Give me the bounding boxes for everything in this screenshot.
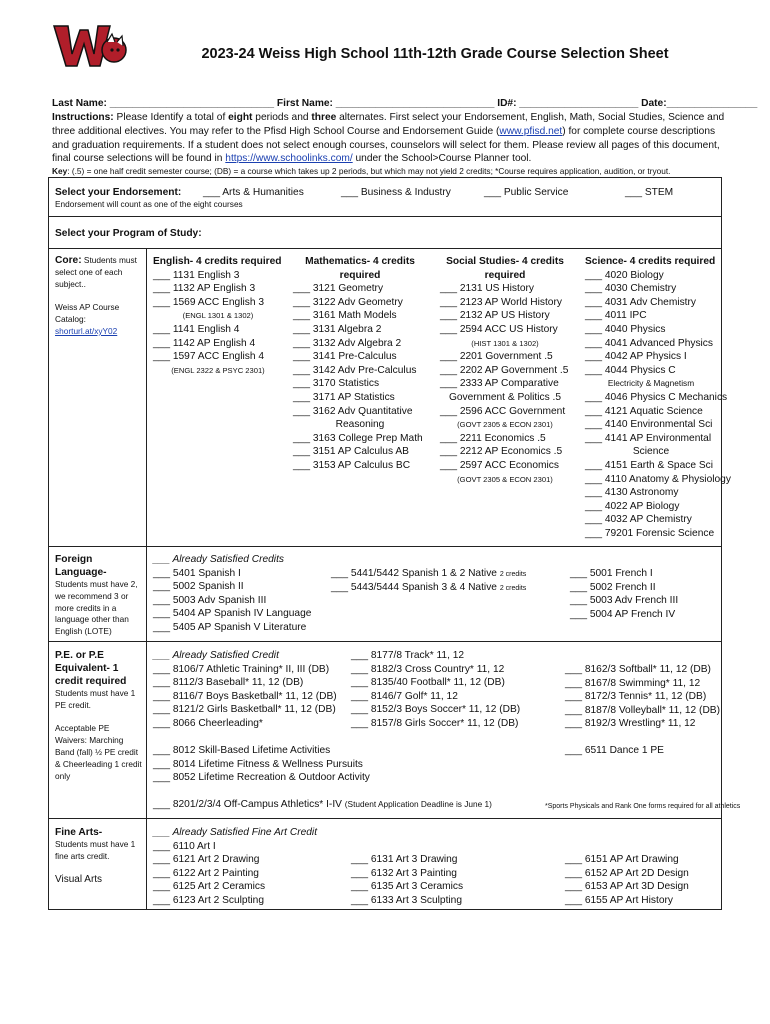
list-item[interactable]: ___ Already Satisfied Credit (153, 650, 279, 661)
math-column: Mathematics- 4 credits required ___ 3121 Geometry ___ 3122 Adv Geometry ___ 3161 Math Models ___ 3131 Algebra 2 ___ 3132 Adv Algebra 2 ___ 3141 Pre-Calculus ___ 3142 Adv Pre-Calculus ___ 3170 Statistics ___ 3171 AP Statistics ___ 3162 Adv Quantitative Reasoning ___ 3163 College Prep Math ___ 3151 AP Calculus AB ___ 3153 AP Calculus BC (293, 255, 427, 473)
list-item[interactable]: ___ 6133 Art 3 Sculpting (351, 894, 463, 906)
list-item[interactable]: ___ 2597 ACC Economics (440, 459, 559, 471)
list-item[interactable]: ___ 4030 Chemistry (585, 283, 677, 295)
list-item[interactable]: ___ 6122 Art 2 Painting (153, 867, 259, 879)
list-item[interactable]: ___ 8052 Lifetime Recreation & Outdoor Activity (153, 772, 370, 784)
instructions: Instructions: Please Identify a total of eight periods and three alternates. First select your Endorsement, English, Math, Social Studies, Science and three additional electives. You may refer to the Pfisd High School Course and Endorsement Guide (www.pfisd.net) for complete course descriptions and graduation requirements. If a student does not select enough courses, counselors will select for them. Please review all pages of this document, final course selections will be found in https://www.schoolinks.com/ under the School>Course Planner tool. (52, 112, 725, 165)
pfisd-link[interactable]: www.pfisd.net (499, 125, 563, 137)
list-item[interactable]: ___ 5405 AP Spanish V Literature (153, 621, 307, 633)
list-item[interactable]: ___ 4044 Physics C (585, 364, 676, 376)
list-item[interactable]: ___ 6123 Art 2 Sculpting (153, 894, 265, 906)
foreign-col3 (570, 567, 678, 621)
endorsement-public-service[interactable]: ___ Public Service (484, 187, 569, 198)
list-item[interactable]: ___ 6121 Art 2 Drawing (153, 854, 260, 866)
list-item[interactable]: ___ Already Satisfied Credits (153, 554, 284, 565)
list-item[interactable]: ___ 8162/3 Softball* 11, 12 (DB) (565, 664, 711, 675)
catalog-link[interactable]: shorturl.at/xyY02 (55, 325, 118, 336)
list-item[interactable]: ___ 3151 AP Calculus AB (293, 446, 409, 458)
list-item[interactable]: ___ Already Satisfied Fine Art Credit (153, 827, 318, 838)
list-item[interactable]: ___ 3171 AP Statistics (293, 391, 395, 403)
list-item[interactable]: ___ 1131 English 3 (153, 269, 240, 281)
list-item[interactable]: ___ 3161 Math Models (293, 310, 397, 322)
list-item[interactable]: ___ 4151 Earth & Space Sci (585, 459, 713, 471)
list-item[interactable]: ___ 5003 Adv Spanish III (153, 594, 267, 606)
list-item[interactable]: ___ 8116/7 Boys Basketball* 11, 12 (DB) (153, 690, 337, 702)
list-item[interactable]: ___ 3122 Adv Geometry (293, 296, 403, 308)
physicals-note: *Sports Physicals and Rank One forms required for all athletics (545, 803, 741, 810)
list-item[interactable]: ___ 2123 AP World History (440, 296, 562, 308)
list-item[interactable]: ___ 8106/7 Athletic Training* II, III (DB) (153, 663, 330, 675)
list-item[interactable]: ___ 3121 Geometry (293, 283, 384, 295)
student-info-fields[interactable]: Last Name: _____________________________ First Name: ____________________________ ID#: _____________________ Date:________________ (52, 98, 758, 109)
foreign-col2 (331, 567, 526, 594)
list-item[interactable]: ___ 6153 AP Art 3D Design (565, 881, 689, 893)
list-item[interactable]: ___ 8012 Skill-Based Lifetime Activities (153, 745, 331, 756)
list-item[interactable]: ___ 2201 Government .5 (440, 351, 553, 363)
program-label: Select your Program of Study: (55, 228, 202, 239)
list-item[interactable]: ___ 4022 AP Biology (585, 500, 680, 512)
list-item[interactable]: ___ 2202 AP Government .5 (440, 364, 569, 376)
core-label: Core: Students must select one of each subject.. Weiss AP Course Catalog: shorturl.at/xyY02 (55, 255, 137, 336)
list-item[interactable]: ___ 8112/3 Baseball* 11, 12 (DB) (153, 677, 304, 689)
list-item[interactable]: ___ 6110 Art I (153, 840, 216, 852)
list-item[interactable]: ___ 4121 Aquatic Science (585, 405, 703, 417)
list-item[interactable]: ___ 6151 AP Art Drawing (565, 854, 679, 865)
list-item[interactable]: ___ 6155 AP Art History (565, 894, 673, 906)
list-item[interactable]: ___ 8172/3 Tennis* 11, 12 (DB) (565, 691, 707, 703)
fine-col3 (565, 853, 689, 907)
list-item[interactable]: ___ 3153 AP Calculus BC (293, 459, 411, 471)
list-item[interactable]: ___ 5401 Spanish I (153, 567, 241, 579)
list-item[interactable]: ___ 8066 Cheerleading* (153, 717, 263, 729)
fine-arts-label: Fine Arts- Students must have 1 fine arts credit. Visual Arts (55, 827, 136, 886)
foreign-col1 (153, 553, 311, 635)
list-item[interactable]: ___ 3162 Adv Quantitative (293, 405, 413, 417)
list-item[interactable]: ___ 1569 ACC English 3 (153, 296, 265, 308)
list-item[interactable]: ___ 2333 AP Comparative (440, 378, 559, 390)
list-item[interactable]: ___ 5404 AP Spanish IV Language (153, 608, 312, 620)
list-item[interactable]: ___ 6125 Art 2 Ceramics (153, 881, 266, 893)
list-item[interactable]: ___ 6132 Art 3 Painting (351, 867, 457, 879)
list-item[interactable]: ___ 4041 Advanced Physics (585, 337, 713, 349)
endorsement-label: Select your Endorsement: (55, 187, 182, 198)
endorsement-stem[interactable]: ___ STEM (625, 187, 674, 198)
list-item[interactable]: ___ 4032 AP Chemistry (585, 514, 692, 526)
list-item[interactable]: ___ 1142 AP English 4 (153, 337, 256, 349)
list-item[interactable]: ___ 8182/3 Cross Country* 11, 12 (351, 663, 505, 675)
list-item[interactable]: ___ 4042 AP Physics I (585, 351, 687, 363)
list-item[interactable]: ___ 2212 AP Economics .5 (440, 446, 563, 458)
list-item[interactable]: ___ 5443/5444 Spanish 3 & 4 Native 2 credits (331, 581, 527, 593)
list-item[interactable]: ___ 3142 Adv Pre-Calculus (293, 364, 417, 376)
list-item[interactable]: ___ 2131 US History (440, 283, 535, 295)
weiss-wolves-logo (52, 20, 128, 72)
list-item[interactable]: ___ 5002 French II (570, 581, 656, 593)
pe-label: P.E. or P.E Equivalent- 1 credit required Students must have 1 PE credit. Acceptable PE Waivers: Marching Band (fall) ½ PE credit & Cheerleading 1 credit only (55, 650, 142, 781)
list-item[interactable]: ___ 8187/8 Volleyball* 11, 12 (DB) (565, 704, 720, 716)
list-item[interactable]: ___ 8121/2 Girls Basketball* 11, 12 (DB) (153, 704, 336, 716)
list-item[interactable]: ___ 4140 Environmental Sci (585, 419, 713, 431)
list-item[interactable]: ___ 1597 ACC English 4 (153, 351, 265, 363)
list-item[interactable]: ___ 1132 AP English 3 (153, 283, 256, 295)
list-item[interactable]: ___ 6152 AP Art 2D Design (565, 867, 689, 879)
list-item[interactable]: ___ 8014 Lifetime Fitness & Wellness Pursuits (153, 758, 363, 770)
list-item[interactable]: ___ 6135 Art 3 Ceramics (351, 881, 464, 893)
endorsement-note: Endorsement will count as one of the eight courses (55, 199, 243, 209)
list-item[interactable]: ___ 5002 Spanish II (153, 581, 244, 593)
pe-col3 (565, 663, 720, 731)
list-item[interactable]: ___ 8167/8 Swimming* 11, 12 (565, 677, 701, 689)
list-item[interactable]: ___ 3170 Statistics (293, 378, 380, 390)
list-item[interactable]: ___ 2211 Economics .5 (440, 432, 546, 444)
list-item[interactable]: ___ 4110 Anatomy & Physiology (585, 473, 731, 485)
science-column: Science- 4 credits required ___ 4020 Biology ___ 4030 Chemistry ___ 4031 Adv Chemistry ___ 4011 IPC ___ 4040 Physics ___ 4041 Advanced Physics ___ 4042 AP Physics I ___ 4044 Physics C Electricity & Magnetism ___ 4046 Physics C Mechanics ___ 4121 Aquatic Science ___ 4140 Environmental Sci ___ 4141 AP Environmental Science ___ 4151 Earth & Space Sci ___ 4110 Anatomy & Physiology ___ 4130 Astronomy ___ 4022 AP Biology ___ 4032 AP Chemistry ___ 79201 Forensic Science (585, 256, 731, 539)
endorsement-business[interactable]: ___ Business & Industry (341, 187, 451, 198)
foreign-language-label: Foreign Language- Students must have 2, we recommend 3 or more credits in a language other than English (LOTE) (55, 554, 138, 637)
list-item[interactable]: ___ 4040 Physics (585, 323, 666, 335)
list-item[interactable]: ___ 4011 IPC (585, 310, 647, 322)
list-item[interactable]: ___ 2596 ACC Government (440, 405, 566, 417)
list-item[interactable]: ___ 8146/7 Golf* 11, 12 (351, 690, 458, 702)
list-item[interactable]: ___ 2132 AP US History (440, 310, 550, 322)
list-item[interactable]: ___ 5441/5442 Spanish 1 & 2 Native 2 credits (331, 568, 527, 579)
english-column: English- 4 credits required ___ 1131 English 3 ___ 1132 AP English 3 ___ 1569 ACC English 3 (ENGL 1301 & 1302) ___ 1141 English 4 ___ 1142 AP English 4 ___ 1597 ACC English 4 (ENGL 2322 & PSYC 2301) (153, 256, 282, 375)
list-item[interactable]: ___ 4031 Adv Chemistry (585, 296, 696, 308)
list-item[interactable]: ___ 4141 AP Environmental (585, 432, 712, 444)
list-item[interactable]: ___ 4046 Physics C Mechanics (585, 391, 728, 403)
list-item[interactable]: ___ 5004 AP French IV (570, 608, 676, 620)
pe-lifetime (153, 744, 370, 785)
list-item[interactable]: ___ 8152/3 Boys Soccer* 11, 12 (DB) (351, 704, 521, 716)
list-item[interactable]: ___ 3132 Adv Algebra 2 (293, 337, 402, 349)
list-item[interactable]: ___ 6131 Art 3 Drawing (351, 854, 458, 865)
list-item[interactable]: ___ 8157/8 Girls Soccer* 11, 12 (DB) (351, 717, 519, 729)
key-legend: Key: (.5) = one half credit semester course; (DB) = a course which takes up 2 periods, but which may not yield 2 credits; *Course requires application, audition, or tryout. (52, 166, 671, 176)
list-item[interactable]: ___ 79201 Forensic Science (585, 527, 715, 539)
pe-dance[interactable]: ___ 6511 Dance 1 PE (565, 745, 664, 756)
pe-offcampus[interactable]: ___ 8201/2/3/4 Off-Campus Athletics* I-IV (Student Application Deadline is June 1) (153, 799, 492, 810)
endorsement-arts[interactable]: ___ Arts & Humanities (203, 187, 304, 198)
page-title: 2023-24 Weiss High School 11th-12th Grade Course Selection Sheet (201, 46, 669, 62)
fine-col1 (153, 826, 317, 908)
pe-col1 (153, 649, 337, 731)
list-item[interactable]: ___ 4130 Astronomy (585, 487, 679, 499)
list-item[interactable]: ___ 8135/40 Football* 11, 12 (DB) (351, 677, 505, 689)
pe-col2 (351, 649, 520, 731)
social-studies-column: Social Studies- 4 credits required ___ 2131 US History ___ 2123 AP World History ___ 2132 AP US History ___ 2594 ACC US History (HIST 1301 & 1302) ___ 2201 Government .5 ___ 2202 AP Government .5 ___ 2333 AP Comparative Government & Politics .5 ___ 2596 ACC Government (GOVT 2305 & ECON 2301) ___ 2211 Economics .5 ___ 2212 AP Economics .5 ___ 2597 ACC Economics (GOVT 2305 & ECON 2301) (440, 256, 569, 484)
list-item[interactable]: ___ 3131 Algebra 2 (293, 323, 382, 335)
list-item[interactable]: ___ 1141 English 4 (153, 323, 240, 335)
list-item[interactable]: ___ 5003 Adv French III (570, 595, 679, 607)
list-item[interactable]: ___ 4020 Biology (585, 269, 664, 281)
list-item[interactable]: ___ 3163 College Prep Math (293, 432, 423, 444)
schoolinks-link[interactable]: https://www.schoolinks.com/ (225, 153, 353, 165)
list-item[interactable]: ___ 5001 French I (570, 568, 653, 579)
list-item[interactable]: ___ 8192/3 Wrestling* 11, 12 (565, 718, 696, 730)
list-item[interactable]: ___ 8177/8 Track* 11, 12 (351, 650, 465, 661)
fine-col2 (351, 853, 463, 907)
list-item[interactable]: ___ 2594 ACC US History (440, 323, 558, 335)
list-item[interactable]: ___ 3141 Pre-Calculus (293, 351, 397, 363)
